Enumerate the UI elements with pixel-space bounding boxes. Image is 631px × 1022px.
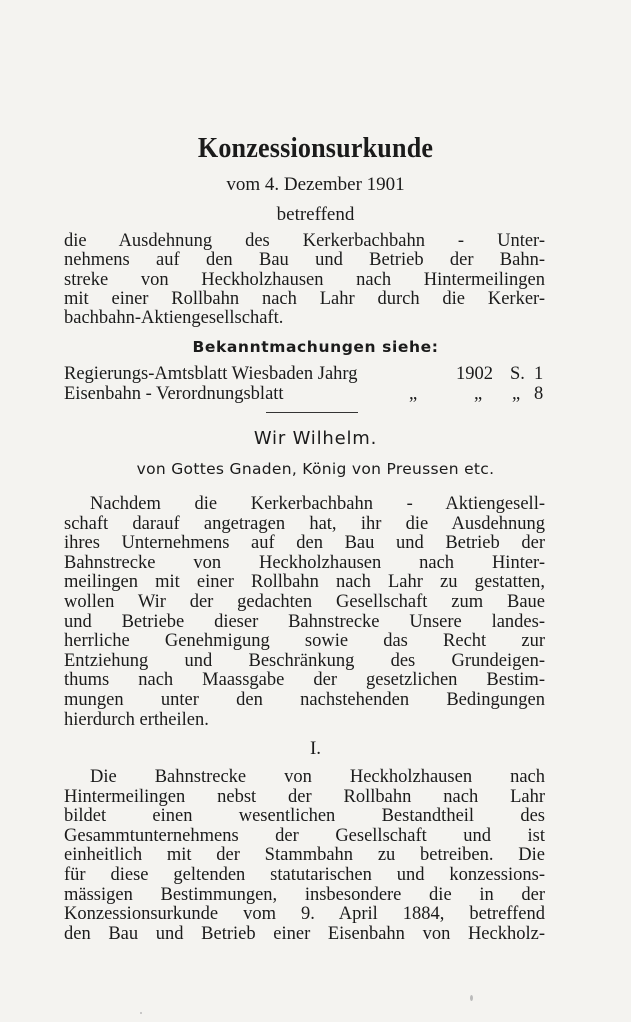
sovereign-title: von Gottes Gnaden, König von Preussen etc. [136, 460, 495, 478]
reference-name: Regierungs-Amtsblatt Wiesbaden Jahrg [64, 364, 358, 384]
reference-page: 1 [534, 364, 544, 384]
divider [266, 412, 358, 413]
text-line: einheitlich mit der Stammbahn zu betreiben. Die [64, 845, 545, 866]
paper-speck [140, 1012, 142, 1014]
text-line: Nachdem die Kerkerbachbahn - Aktiengesell- [90, 494, 545, 514]
text-line: Konzessionsurkunde vom 9. April 1884, betreffend [64, 904, 545, 925]
subject-line: die Ausdehnung des Kerkerbachbahn - Unter- [64, 231, 545, 251]
text-line: hierdurch ertheilen. [64, 709, 209, 730]
section-marker: I. [309, 738, 322, 759]
text-line: Gesammtunternehmens der Gesellschaft und ist [64, 825, 545, 846]
subject-line: streke von Heckholzhausen nach Hintermeilingen [64, 269, 545, 290]
ditto-mark: „ [409, 384, 418, 404]
paragraph-2 [64, 768, 545, 944]
reference-s: S. [510, 364, 525, 384]
reference-year: 1902 [456, 364, 493, 384]
text-line: herrliche Genehmigung sowie das Recht zur [64, 631, 545, 652]
text-line: Die Bahnstrecke von Heckholzhausen nach [90, 767, 545, 787]
bekanntmachungen-heading: Bekanntmachungen siehe: [192, 338, 439, 356]
text-line: Entziehung und Beschränkung des Grundeigen- [64, 650, 545, 671]
text-line: ihres Unternehmens auf den Bau und Betrieb der [64, 533, 545, 554]
page-title: Konzessionsurkunde [197, 132, 434, 164]
text-line: für diese geltenden statutarischen und konzessions- [64, 864, 545, 885]
reference-name: Eisenbahn - Verordnungsblatt [64, 384, 284, 404]
paragraph-1 [64, 495, 545, 730]
text-line: und Betriebe dieser Bahnstrecke Unsere landes- [64, 611, 545, 632]
ditto-mark: „ [474, 384, 483, 404]
text-line: Hintermeilingen nebst der Rollbahn nach Lahr [64, 786, 545, 807]
text-line: mässigen Bestimmungen, insbesondere die in der [64, 884, 545, 905]
betreffend-line: betreffend [276, 204, 355, 225]
subject-line: mit einer Rollbahn nach Lahr durch die Kerker- [64, 288, 545, 309]
text-line: schaft darauf angetragen hat, ihr die Ausdehnung [64, 513, 545, 534]
text-line: bildet einen wesentlichen Bestandtheil des [64, 806, 545, 827]
date-line: vom 4. Dezember 1901 [226, 174, 405, 195]
subject-line: nehmens auf den Bau und Betrieb der Bahn- [64, 250, 545, 271]
paper-speck [470, 995, 473, 1001]
text-line: thums nach Maassgabe der gesetzlichen Bestim- [64, 670, 545, 691]
subject-line: bachbahn-Aktiengesellschaft. [64, 308, 284, 329]
text-line: Bahnstrecke von Heckholzhausen nach Hinter- [64, 552, 545, 573]
text-line: den Bau und Betrieb einer Eisenbahn von Heckholz- [64, 923, 545, 944]
subject-block [64, 232, 545, 328]
reference-page: 8 [534, 384, 544, 404]
ditto-mark: „ [512, 384, 521, 404]
sovereign-heading: Wir Wilhelm. [253, 428, 378, 449]
text-line: meilingen mit einer Rollbahn nach Lahr zu gestatten, [64, 572, 545, 593]
text-line: wollen Wir der gedachten Gesellschaft zum Baue [64, 591, 545, 612]
text-line: mungen unter den nachstehenden Bedingungen [64, 689, 545, 710]
